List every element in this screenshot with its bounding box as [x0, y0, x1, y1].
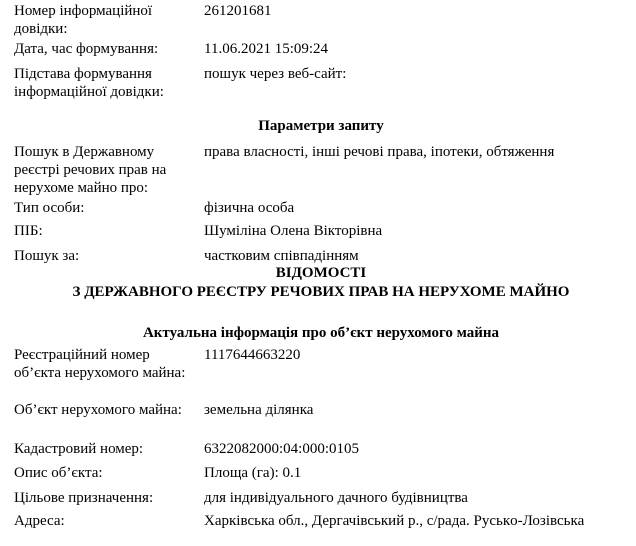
intended-purpose-value: для індивідуального дачного будівництва: [204, 490, 468, 506]
main-title-line-2: З ДЕРЖАВНОГО РЕЄСТРУ РЕЧОВИХ ПРАВ НА НЕРУХОМЕ МАЙНО: [72, 284, 570, 300]
property-object-value: земельна ділянка: [204, 402, 314, 418]
person-type-label: Тип особи:: [14, 200, 85, 216]
cadastral-number-value: 6322082000:04:000:0105: [204, 441, 360, 457]
object-description-label: Опис об’єкта:: [14, 465, 103, 481]
property-object-label: Об’єкт нерухомого майна:: [14, 402, 182, 418]
certificate-number-value: 261201681: [204, 3, 272, 19]
person-type-value: фізична особа: [204, 200, 295, 216]
object-description-value: Площа (га): 0.1: [204, 465, 302, 481]
registration-number-label: Реєстраційний номер об’єкта нерухомого майна:: [14, 347, 186, 381]
full-name-value: Шуміліна Олена Вікторівна: [204, 223, 383, 239]
formation-datetime-value: 11.06.2021 15:09:24: [204, 41, 329, 57]
registration-number-value: 1117644663220: [204, 347, 301, 363]
cadastral-number-label: Кадастровий номер:: [14, 441, 144, 457]
address-value: Харківська обл., Дергачівський р., с/рада. Руськo-Лозівська: [204, 513, 585, 529]
query-section-title: Параметри запиту: [258, 118, 384, 134]
main-title-line-1: ВІДОМОСТІ: [275, 265, 367, 281]
certificate-number-label: Номер інформаційної довідки:: [14, 3, 153, 37]
search-by-label: Пошук за:: [14, 248, 80, 264]
search-subject-label: Пошук в Державному реєстрі речових прав на нерухоме майно про:: [14, 144, 167, 196]
intended-purpose-label: Цільове призначення:: [14, 490, 154, 506]
search-by-value: частковим співпадінням: [204, 248, 359, 264]
address-label: Адреса:: [14, 513, 65, 529]
formation-basis-value: пошук через веб-сайт:: [204, 66, 347, 82]
full-name-label: ПІБ:: [14, 223, 43, 239]
formation-basis-label: Підстава формування інформаційної довідки:: [14, 66, 164, 100]
search-subject-value: права власності, інші речові права, іпотеки, обтяження: [204, 144, 555, 160]
object-section-title: Актуальна інформація про об’єкт нерухомого майна: [142, 325, 500, 341]
formation-datetime-label: Дата, час формування:: [14, 41, 159, 57]
